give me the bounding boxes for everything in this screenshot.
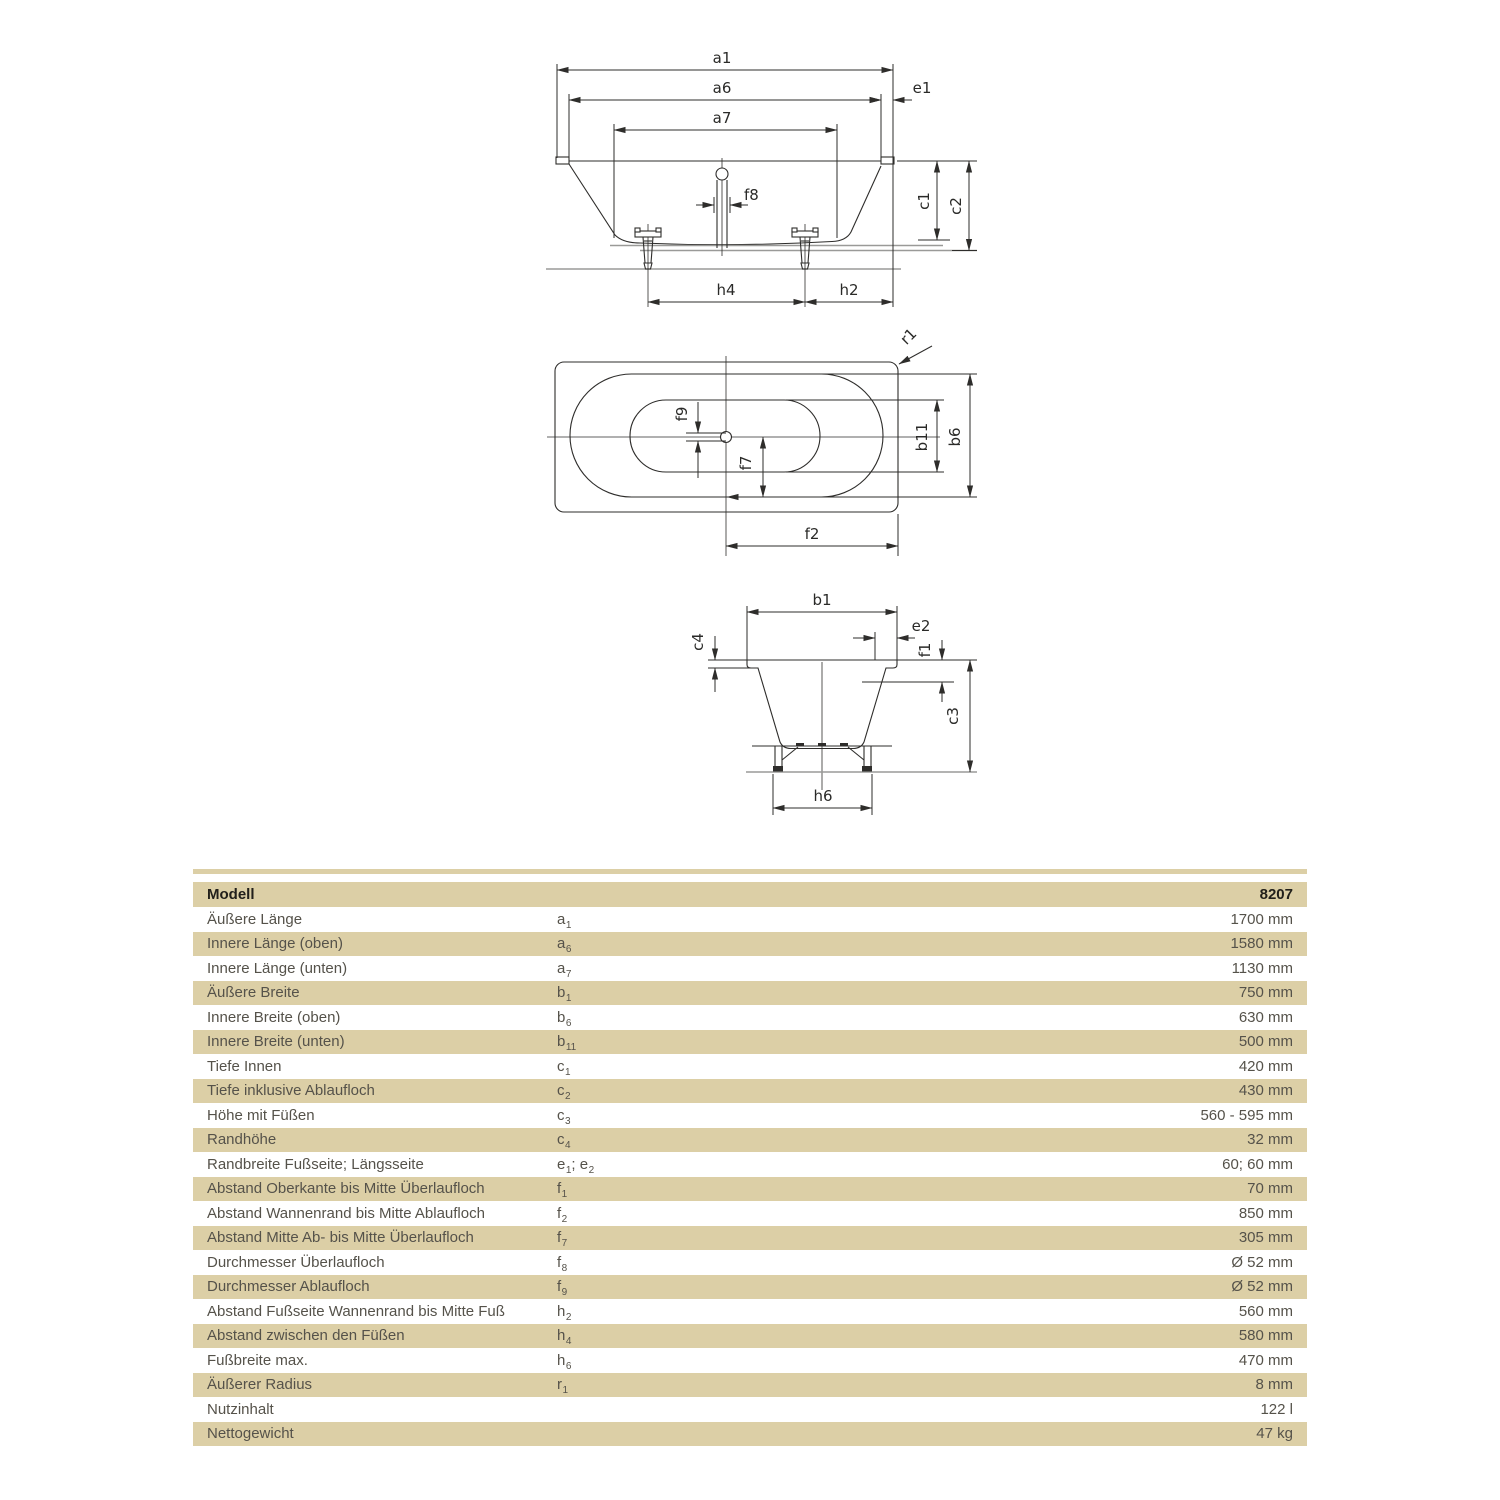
dim-label-c2: c2 <box>947 197 965 215</box>
table-row <box>193 1422 1307 1447</box>
row-value: 430 mm <box>1238 1082 1293 1100</box>
row-symbol: $e_1$; $e_2$ <box>557 1155 595 1176</box>
row-symbol: $a_7$ <box>557 959 572 980</box>
row-label: Abstand Fußseite Wannenrand bis Mitte Fuß <box>207 1302 505 1320</box>
dim-label-e2: e2 <box>911 617 931 635</box>
row-value: 500 mm <box>1238 1033 1293 1051</box>
row-value: Ø 52 mm <box>1231 1278 1293 1296</box>
end-view <box>689 591 977 815</box>
table-row <box>193 1103 1307 1128</box>
row-label: Äußere Länge <box>207 910 303 928</box>
dim-label-a1: a1 <box>712 49 732 67</box>
model-label: Modell <box>207 886 255 903</box>
row-label: Höhe mit Füßen <box>207 1106 315 1124</box>
row-value: 60; 60 mm <box>1222 1155 1293 1173</box>
spec-table <box>193 869 1307 1446</box>
dim-label-f7: f7 <box>737 455 755 471</box>
dim-label-b11: b11 <box>913 422 931 452</box>
table-row <box>193 1324 1307 1349</box>
table-row <box>193 1177 1307 1202</box>
dim-label-a6: a6 <box>712 79 732 97</box>
dim-label-h4: h4 <box>716 281 736 299</box>
dim-label-r1: r1 <box>896 324 921 349</box>
table-row <box>193 1373 1307 1398</box>
dim-label-h6: h6 <box>813 787 833 805</box>
table-row <box>193 1348 1307 1373</box>
row-value: 630 mm <box>1238 1008 1293 1026</box>
dim-label-c4: c4 <box>689 633 707 651</box>
row-value: 750 mm <box>1238 984 1293 1002</box>
row-label: Nettogewicht <box>207 1425 294 1443</box>
row-label: Nutzinhalt <box>207 1400 274 1418</box>
table-row <box>193 1054 1307 1079</box>
side-view-tub-outline <box>546 157 977 269</box>
dim-label-f2: f2 <box>804 525 820 543</box>
table-top-strip <box>193 869 1307 874</box>
row-label: Durchmesser Überlaufloch <box>207 1253 385 1271</box>
table-row <box>193 981 1307 1006</box>
table-row <box>193 1250 1307 1275</box>
table-row <box>193 1030 1307 1055</box>
dim-label-a7: a7 <box>712 109 732 127</box>
row-symbol: $f_1$ <box>557 1180 568 1201</box>
row-symbol: $b_1$ <box>557 984 572 1005</box>
row-label: Abstand zwischen den Füßen <box>207 1327 405 1345</box>
dim-c3 <box>944 660 970 772</box>
row-label: Randbreite Fußseite; Längsseite <box>207 1155 424 1173</box>
row-value: 305 mm <box>1238 1229 1293 1247</box>
row-symbol: $c_4$ <box>557 1131 571 1152</box>
row-symbol: $a_1$ <box>557 910 572 931</box>
row-label: Fußbreite max. <box>207 1351 308 1369</box>
table-row <box>193 1079 1307 1104</box>
row-label: Abstand Oberkante bis Mitte Überlaufloch <box>207 1180 485 1198</box>
row-label: Innere Länge (unten) <box>207 959 348 977</box>
table-row <box>193 932 1307 957</box>
row-value: 470 mm <box>1238 1351 1293 1369</box>
table-row <box>193 1152 1307 1177</box>
dim-f9 <box>673 402 710 478</box>
table-row <box>193 956 1307 981</box>
dim-h6 <box>773 774 872 815</box>
row-symbol: $f_2$ <box>557 1204 568 1225</box>
dim-c1-c2 <box>897 161 977 251</box>
row-value: 850 mm <box>1238 1204 1293 1222</box>
table-row <box>193 1275 1307 1300</box>
table-rows <box>193 907 1307 1446</box>
dim-f7 <box>727 437 770 497</box>
dim-label-c1: c1 <box>915 192 933 210</box>
row-value: 560 - 595 mm <box>1200 1106 1293 1124</box>
row-symbol: $f_8$ <box>557 1253 568 1274</box>
table-row <box>193 907 1307 932</box>
dim-label-b6: b6 <box>946 427 964 447</box>
row-label: Randhöhe <box>207 1131 277 1149</box>
row-symbol: $c_3$ <box>557 1106 571 1127</box>
row-symbol: $h_6$ <box>557 1351 572 1372</box>
row-label: Innere Länge (oben) <box>207 935 343 953</box>
side-view-foot-left <box>635 224 661 307</box>
dim-label-h2: h2 <box>839 281 859 299</box>
row-value: 1130 mm <box>1231 959 1293 977</box>
dim-f1 <box>862 640 977 702</box>
dim-r1 <box>897 325 932 364</box>
row-value: 420 mm <box>1238 1057 1293 1075</box>
row-value: 70 mm <box>1247 1180 1293 1198</box>
row-label: Tiefe inklusive Ablaufloch <box>207 1082 375 1100</box>
dim-b6 <box>822 374 977 497</box>
row-symbol: $b_6$ <box>557 1008 572 1029</box>
row-value: 8 mm <box>1255 1376 1293 1394</box>
overflow-pipe <box>716 158 728 256</box>
row-label: Innere Breite (unten) <box>207 1033 345 1051</box>
row-label: Tiefe Innen <box>207 1057 282 1075</box>
row-value: 1700 mm <box>1230 910 1293 928</box>
row-value: 32 mm <box>1247 1131 1293 1149</box>
table-row <box>193 1299 1307 1324</box>
row-value: 1580 mm <box>1230 935 1293 953</box>
dim-label-f9: f9 <box>673 406 691 422</box>
model-number: 8207 <box>1259 886 1293 903</box>
table-row <box>193 1005 1307 1030</box>
dim-a6-e1 <box>569 79 931 157</box>
row-symbol: $h_2$ <box>557 1302 572 1323</box>
row-value: 580 mm <box>1238 1327 1293 1345</box>
dim-label-e1: e1 <box>912 79 932 97</box>
row-symbol: $r_1$ <box>557 1376 569 1397</box>
row-symbol: $b_{11}$ <box>557 1033 577 1054</box>
row-value: 560 mm <box>1238 1302 1293 1320</box>
dim-label-c3: c3 <box>944 707 962 725</box>
row-label: Äußere Breite <box>207 984 300 1002</box>
row-symbol: $f_9$ <box>557 1278 568 1299</box>
table-row <box>193 1397 1307 1422</box>
row-label: Abstand Wannenrand bis Mitte Ablaufloch <box>207 1204 485 1222</box>
table-header-row <box>193 882 1307 907</box>
side-view <box>546 49 977 307</box>
row-value: 47 kg <box>1256 1425 1293 1443</box>
row-label: Innere Breite (oben) <box>207 1008 341 1026</box>
side-view-foot-right <box>792 224 818 307</box>
table-row <box>193 1201 1307 1226</box>
table-row <box>193 1226 1307 1251</box>
row-label: Durchmesser Ablaufloch <box>207 1278 370 1296</box>
dim-h4-h2 <box>648 281 893 302</box>
row-symbol: $c_2$ <box>557 1082 571 1103</box>
row-label: Äußerer Radius <box>207 1376 313 1394</box>
table-row <box>193 1128 1307 1153</box>
dim-label-b1: b1 <box>812 591 832 609</box>
dim-f2 <box>726 514 898 556</box>
row-value: 122 l <box>1260 1400 1293 1418</box>
dim-label-f1: f1 <box>916 642 934 658</box>
dim-c4 <box>689 633 756 692</box>
row-value: Ø 52 mm <box>1231 1253 1293 1271</box>
row-symbol: $h_4$ <box>557 1327 572 1348</box>
row-symbol: $f_7$ <box>557 1229 568 1250</box>
row-label: Abstand Mitte Ab- bis Mitte Überlaufloch <box>207 1229 474 1247</box>
dim-label-f8: f8 <box>744 186 759 204</box>
top-view <box>547 325 977 556</box>
row-symbol: $c_1$ <box>557 1057 571 1078</box>
row-symbol: $a_6$ <box>557 935 572 956</box>
